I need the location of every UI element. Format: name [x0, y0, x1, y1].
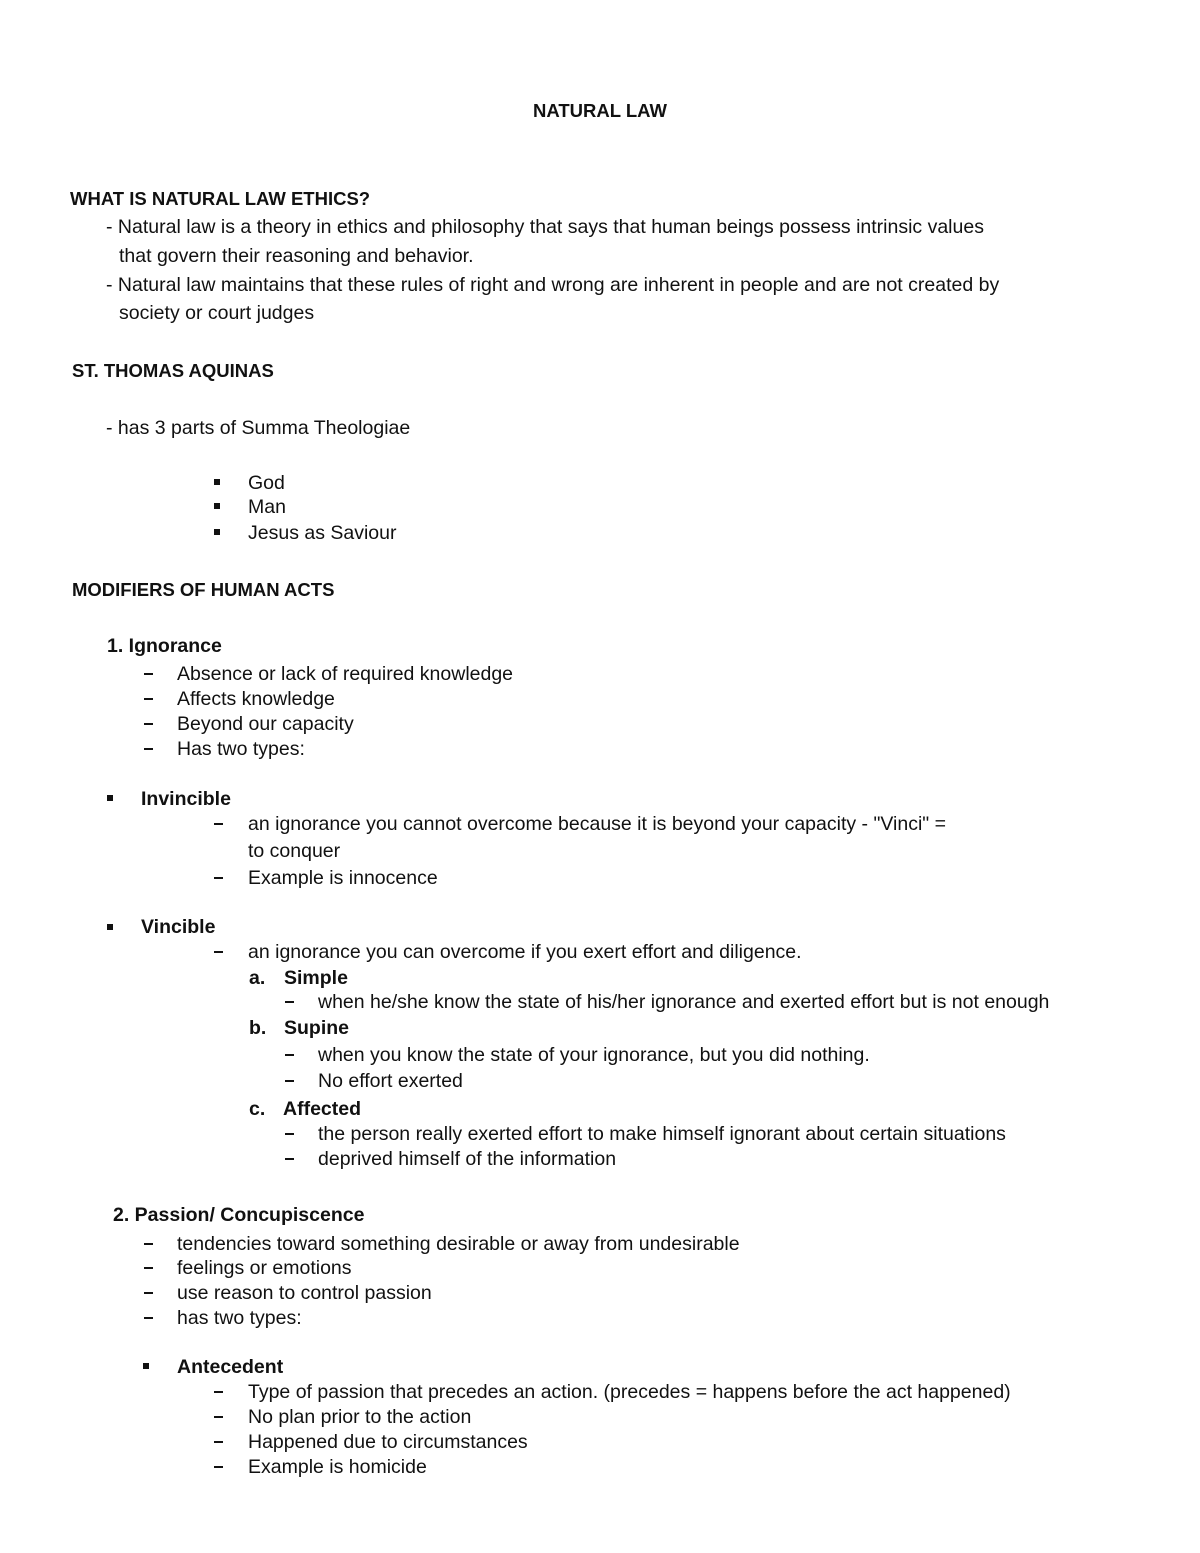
term-invincible: Invincible: [141, 788, 231, 810]
list-item: has two types:: [177, 1307, 302, 1329]
paragraph-line: - has 3 parts of Summa Theologiae: [106, 417, 411, 439]
paragraph-line: society or court judges: [119, 302, 315, 324]
dash-bullet-icon: [214, 877, 223, 879]
term-simple: Simple: [284, 967, 348, 989]
dash-bullet-icon: [144, 748, 153, 750]
square-bullet-icon: [214, 529, 220, 535]
dash-bullet-icon: [144, 1292, 153, 1294]
section-heading-natural-law-ethics: WHAT IS NATURAL LAW ETHICS?: [70, 188, 371, 209]
paragraph-line: - Natural law maintains that these rules of right and wrong are inherent in people and are not created by: [106, 274, 1000, 296]
paragraph-line: that govern their reasoning and behavior.: [119, 245, 474, 267]
list-item: Jesus as Saviour: [248, 522, 397, 544]
list-item: deprived himself of the information: [318, 1148, 617, 1170]
list-item: the person really exerted effort to make himself ignorant about certain situations: [318, 1123, 1006, 1145]
dash-bullet-icon: [285, 1001, 294, 1003]
square-bullet-icon: [214, 503, 220, 509]
dash-bullet-icon: [285, 1080, 294, 1082]
list-item: use reason to control passion: [177, 1282, 432, 1304]
letter-marker: a.: [249, 967, 266, 989]
square-bullet-icon: [143, 1363, 149, 1369]
list-item: Beyond our capacity: [177, 713, 354, 735]
dash-bullet-icon: [144, 673, 153, 675]
dash-bullet-icon: [285, 1158, 294, 1160]
list-item: feelings or emotions: [177, 1257, 352, 1279]
list-item: No effort exerted: [318, 1070, 463, 1092]
square-bullet-icon: [107, 795, 113, 801]
list-item: Man: [248, 496, 286, 518]
term-supine: Supine: [284, 1017, 350, 1039]
dash-bullet-icon: [214, 951, 223, 953]
list-item: Example is innocence: [248, 867, 438, 889]
dash-bullet-icon: [285, 1133, 294, 1135]
dash-bullet-icon: [144, 1317, 153, 1319]
list-item: Has two types:: [177, 738, 305, 760]
dash-bullet-icon: [285, 1054, 294, 1056]
list-item: when he/she know the state of his/her ignorance and exerted effort but is not enough: [318, 991, 1050, 1013]
subsection-heading-ignorance: 1. Ignorance: [107, 635, 222, 657]
dash-bullet-icon: [144, 698, 153, 700]
page-title: NATURAL LAW: [533, 100, 667, 121]
list-item: God: [248, 472, 285, 494]
list-item: Absence or lack of required knowledge: [177, 663, 514, 685]
list-item: Affects knowledge: [177, 688, 335, 710]
dash-bullet-icon: [144, 1267, 153, 1269]
list-item: an ignorance you cannot overcome because it is beyond your capacity - "Vinci" =: [248, 813, 947, 835]
list-item: Example is homicide: [248, 1456, 427, 1478]
section-heading-modifiers: MODIFIERS OF HUMAN ACTS: [72, 579, 335, 600]
dash-bullet-icon: [214, 1466, 223, 1468]
square-bullet-icon: [107, 924, 113, 930]
list-item: when you know the state of your ignorance, but you did nothing.: [318, 1044, 870, 1066]
list-item: Happened due to circumstances: [248, 1431, 528, 1453]
list-item: an ignorance you can overcome if you exert effort and diligence.: [248, 941, 802, 963]
list-item: Type of passion that precedes an action. (precedes = happens before the act happened): [248, 1381, 1011, 1403]
dash-bullet-icon: [144, 1243, 153, 1245]
dash-bullet-icon: [214, 1391, 223, 1393]
list-item-continuation: to conquer: [248, 840, 341, 862]
list-item: No plan prior to the action: [248, 1406, 472, 1428]
letter-marker: c.: [249, 1098, 266, 1120]
list-item: tendencies toward something desirable or away from undesirable: [177, 1233, 740, 1255]
letter-marker: b.: [249, 1017, 267, 1039]
dash-bullet-icon: [144, 723, 153, 725]
term-vincible: Vincible: [141, 916, 216, 938]
subsection-heading-passion: 2. Passion/ Concupiscence: [113, 1204, 365, 1226]
term-affected: Affected: [283, 1098, 362, 1120]
square-bullet-icon: [214, 479, 220, 485]
dash-bullet-icon: [214, 1441, 223, 1443]
term-antecedent: Antecedent: [177, 1356, 284, 1378]
dash-bullet-icon: [214, 1416, 223, 1418]
section-heading-aquinas: ST. THOMAS AQUINAS: [72, 360, 274, 381]
paragraph-line: - Natural law is a theory in ethics and philosophy that says that human beings possess intrinsic values: [106, 216, 984, 238]
dash-bullet-icon: [214, 823, 223, 825]
